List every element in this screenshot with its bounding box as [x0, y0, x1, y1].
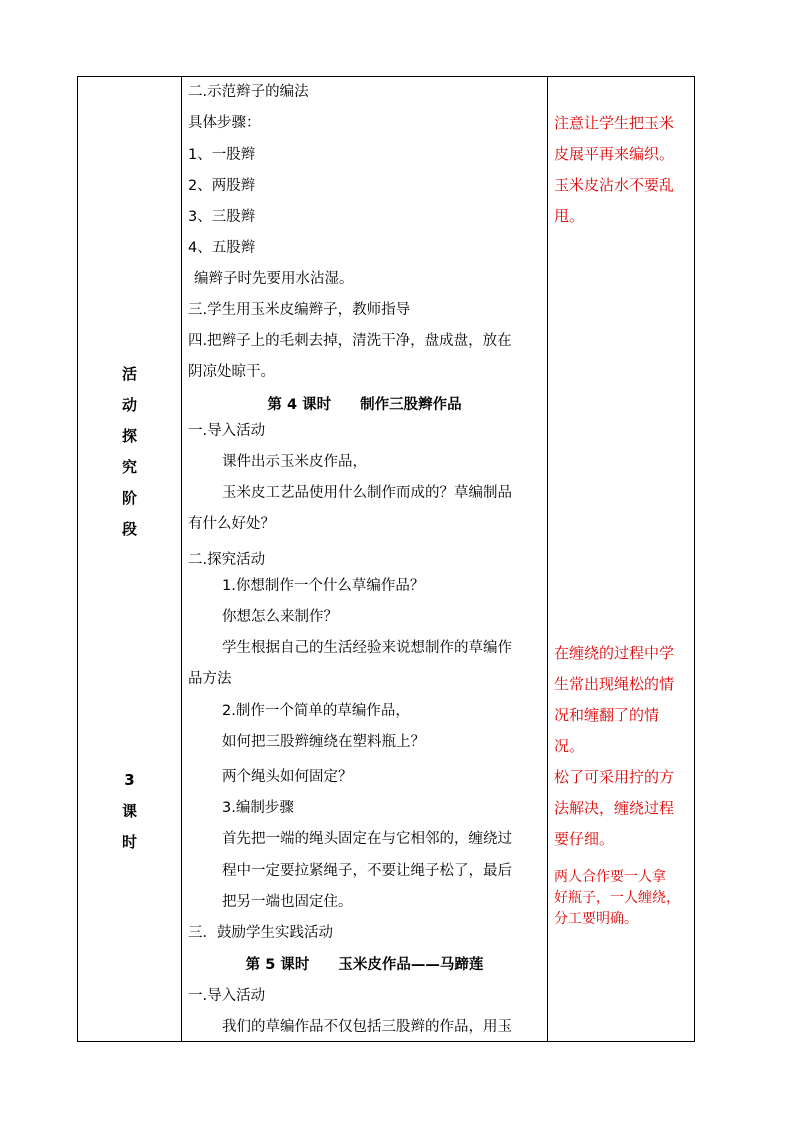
content-line: 玉米皮工艺品使用什么制作而成的？草编制品	[222, 485, 512, 501]
lesson-5-title: 第 5 课时 玉米皮作品——马蹄莲	[245, 957, 484, 973]
content-line: 3、三股辫	[188, 209, 256, 225]
lesson-table	[77, 76, 695, 1042]
content-line: 3.编制步骤	[222, 800, 294, 816]
content-line: 2、两股辫	[188, 178, 256, 194]
content-line: 四.把辫子上的毛刺去掉，清洗干净，盘成盘，放在	[188, 333, 512, 349]
content-line: 二.探究活动	[188, 552, 266, 568]
content-line: 4、五股辫	[188, 240, 256, 256]
content-line: 1、一股辫	[188, 147, 256, 163]
hours-label: 3 课 时	[121, 771, 137, 851]
note-block: 在缠绕的过程中学 生常出现绳松的情 况和缠翻了的情况。 松了可采用拧的方 法解决，缠绕过程 要仔细。	[554, 644, 675, 848]
content-column	[182, 77, 547, 1041]
content-line: 把另一端也固定住。	[222, 894, 353, 910]
stage-label: 活 动 探 究 阶 段	[121, 365, 137, 538]
note-block: 注意让学生把玉米 皮展平再来编织。 玉米皮沾水不要乱 甩。	[554, 114, 675, 225]
content-line: 程中一定要拉紧绳子，不要让绳子松了，最后	[222, 863, 512, 879]
lesson-4-title: 第 4 课时 制作三股辫作品	[267, 397, 462, 413]
content-line: 有什么好处？	[188, 516, 275, 532]
content-line: 首先把一端的绳头固定在与它相邻的，缠绕过	[222, 831, 512, 847]
content-line: 我们的草编作品不仅包括三股辫的作品，用玉	[222, 1019, 512, 1035]
note-block: 两人合作要一人拿 好瓶子，一人缠绕， 分工要明确。	[554, 869, 680, 927]
content-line: 品方法	[188, 671, 232, 687]
content-line: 你想怎么来制作？	[222, 609, 338, 625]
content-line: 课件出示玉米皮作品，	[222, 454, 367, 470]
content-line: 编辫子时先要用水沾湿。	[194, 271, 354, 287]
content-line: 阴凉处晾干。	[188, 364, 275, 380]
content-line: 三．鼓励学生实践活动	[188, 925, 333, 941]
content-line: 如何把三股辫缠绕在塑料瓶上？	[222, 734, 425, 750]
content-line: 三.学生用玉米皮编辫子，教师指导	[188, 302, 411, 318]
stage-column	[78, 77, 181, 1041]
content-line: 二.示范辫子的编法	[188, 84, 309, 100]
content-line: 1.你想制作一个什么草编作品？	[222, 578, 425, 594]
content-line: 一.导入活动	[188, 423, 266, 439]
notes-column	[548, 77, 694, 1041]
content-line: 具体步骤：	[188, 115, 261, 131]
content-line: 2.制作一个简单的草编作品，	[222, 703, 410, 719]
content-line: 两个绳头如何固定？	[222, 769, 353, 785]
content-line: 一.导入活动	[188, 988, 266, 1004]
content-line: 学生根据自己的生活经验来说想制作的草编作	[222, 640, 512, 656]
